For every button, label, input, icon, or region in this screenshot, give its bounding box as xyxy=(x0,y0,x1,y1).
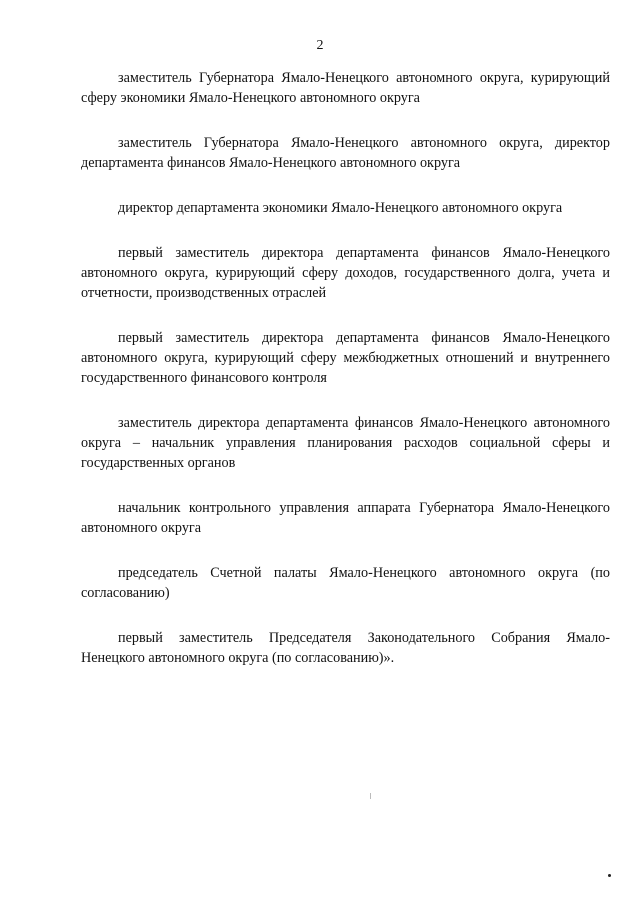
list-entry: заместитель Губернатора Ямало-Ненецкого автономного округа, директор департамента финансов Ямало-Ненецкого автономного округа xyxy=(81,135,610,171)
member-list xyxy=(81,68,610,668)
list-entry: первый заместитель директора департамента финансов Ямало-Ненецкого автономного округа, курирующий сферу доходов, государственного долга, учета и отчетности, производственных отраслей xyxy=(81,245,610,301)
list-entry: председатель Счетной палаты Ямало-Ненецкого автономного округа (по согласованию) xyxy=(81,565,610,601)
list-entry: первый заместитель директора департамента финансов Ямало-Ненецкого автономного округа, курирующий сферу межбюджетных отношений и внутреннего государственного финансового контроля xyxy=(81,330,610,386)
scan-speck xyxy=(370,793,371,799)
list-entry: первый заместитель Председателя Законодательного Собрания Ямало-Ненецкого автономного округа (по согласованию)». xyxy=(81,630,610,666)
list-entry: заместитель Губернатора Ямало-Ненецкого автономного округа, курирующий сферу экономики Ямало-Ненецкого автономного округа xyxy=(81,70,610,106)
list-entry: заместитель директора департамента финансов Ямало-Ненецкого автономного округа – начальник управления планирования расходов социальной сферы и государственных органов xyxy=(81,415,610,471)
page-number: 2 xyxy=(316,38,324,53)
list-entry: начальник контрольного управления аппарата Губернатора Ямало-Ненецкого автономного округа xyxy=(81,500,610,536)
scan-speck xyxy=(608,874,611,877)
list-entry: директор департамента экономики Ямало-Ненецкого автономного округа xyxy=(118,200,563,216)
